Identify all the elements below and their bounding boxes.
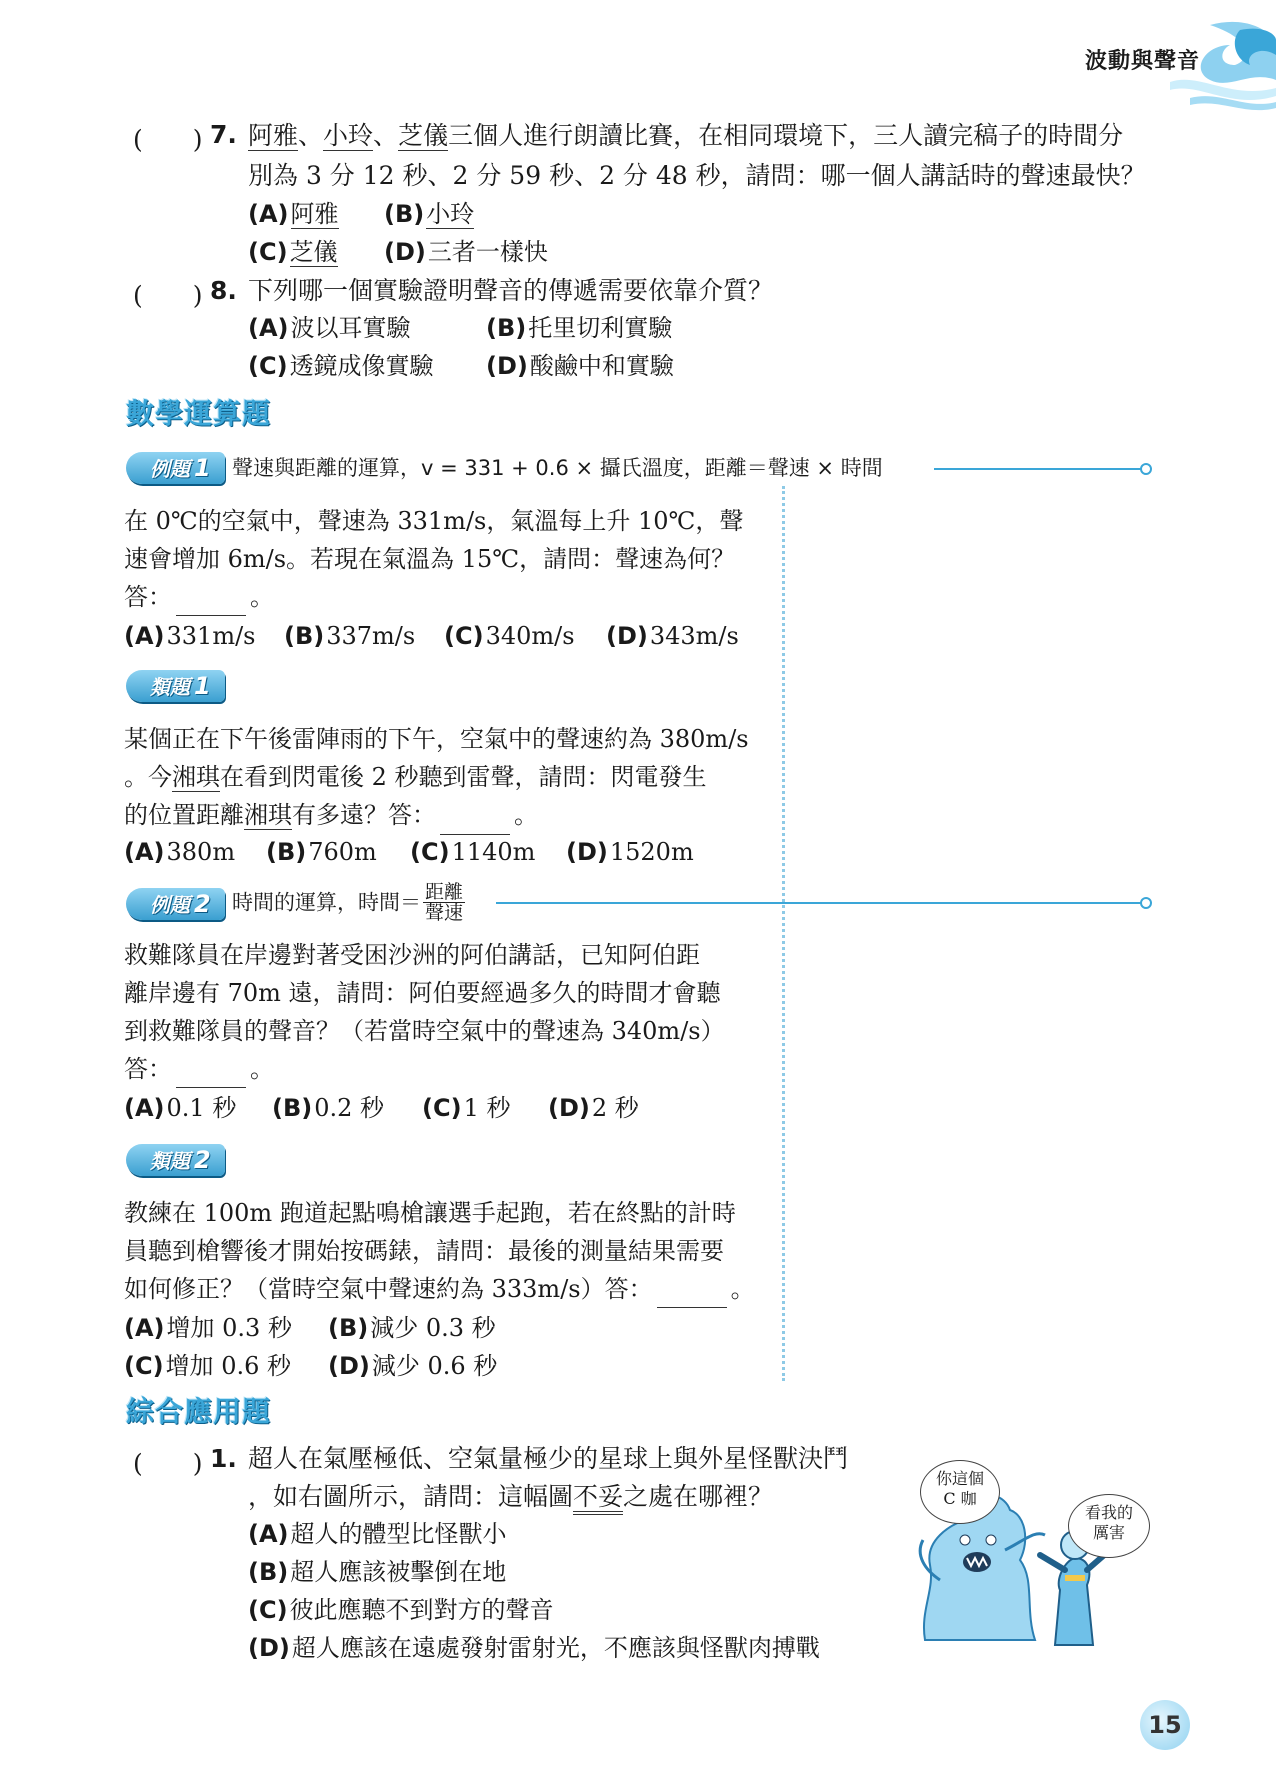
chapter-title: 波動與聲音 <box>1085 49 1201 74</box>
option-b[interactable]: (B)0.2 秒 <box>272 1094 385 1122</box>
example-tag: 例題 2 <box>126 888 225 920</box>
option-a[interactable]: (A)超人的體型比怪獸小 <box>248 1520 507 1548</box>
option-c[interactable]: (C)340m/s <box>444 622 575 650</box>
option-b[interactable]: (B)760m <box>266 838 377 866</box>
question-text: 別為 3 分 12 秒、2 分 59 秒、2 分 48 秒，請問：哪一個人講話時的聲速最快？ <box>248 161 1146 190</box>
divider-end <box>1140 897 1152 909</box>
option-d[interactable]: (D)1520m <box>566 838 694 866</box>
name-xiangqi: 湘琪 <box>244 801 292 829</box>
question-text: ，如右圖所示，請問：這幅圖不妥之處在哪裡？ <box>248 1478 773 1516</box>
option-c[interactable]: (C)增加 0.6 秒 <box>124 1352 291 1380</box>
option-a[interactable]: (A)380m <box>124 838 236 866</box>
example-text: 到救難隊員的聲音？（若當時空氣中的聲速為 340m/s） <box>124 1017 725 1045</box>
answer-paren[interactable]: ( ) <box>133 281 203 310</box>
practice-text: 員聽到槍響後才開始按碼錶，請問：最後的測量結果需要 <box>124 1237 724 1265</box>
practice-text: 。今湘琪在看到閃電後 2 秒聽到雷聲，請問：閃電發生 <box>124 763 707 791</box>
question-text: 超人在氣壓極低、空氣量極少的星球上與外星怪獸決鬥 <box>248 1444 849 1473</box>
divider <box>934 468 1144 470</box>
option-c[interactable]: (C)芝儀 <box>248 238 338 266</box>
wave-decoration-icon <box>1150 10 1276 120</box>
question-text: 下列哪一個實驗證明聲音的傳遞需要依靠介質？ <box>248 276 774 305</box>
option-b[interactable]: (B)超人應該被擊倒在地 <box>248 1558 507 1586</box>
divider <box>496 902 1144 904</box>
practice-text: 的位置距離湘琪有多遠？答： 。 <box>124 796 538 835</box>
option-d[interactable]: (D)酸鹼中和實驗 <box>486 352 674 380</box>
option-c[interactable]: (C)透鏡成像實驗 <box>248 352 434 380</box>
answer-line: 答： 。 <box>124 578 274 616</box>
question-number: 8. <box>210 276 237 305</box>
option-c[interactable]: (C)彼此應聽不到對方的聲音 <box>248 1596 554 1624</box>
section-title-applied: 綜合應用題 <box>126 1395 272 1428</box>
answer-blank[interactable] <box>176 1063 246 1088</box>
option-b[interactable]: (B)337m/s <box>284 622 416 650</box>
practice-text: 某個正在下午後雷陣雨的下午，空氣中的聲速約為 380m/s <box>124 725 749 753</box>
practice-tag: 類題 2 <box>126 1144 225 1176</box>
answer-blank[interactable] <box>176 591 246 616</box>
example-description: 時間的運算，時間＝ $\frac{\text{距離}}{\text{聲速}}$ <box>232 881 464 924</box>
name-ya: 阿雅 <box>248 121 299 150</box>
practice-tag: 類題 1 <box>126 670 225 702</box>
option-a[interactable]: (A)0.1 秒 <box>124 1094 237 1122</box>
speech-bubble-left: 你這個 C 咖 <box>920 1460 1000 1524</box>
option-d[interactable]: (D)超人應該在遠處發射雷射光，不應該與怪獸肉搏戰 <box>248 1634 820 1662</box>
option-d[interactable]: (D)343m/s <box>606 622 739 650</box>
name-yi: 芝儀 <box>398 121 449 150</box>
emphasis-mark: 不妥 <box>573 1482 623 1515</box>
name-ling: 小玲 <box>323 121 374 150</box>
answer-blank[interactable] <box>657 1283 727 1308</box>
option-b[interactable]: (B)小玲 <box>384 200 475 228</box>
example-text: 離岸邊有 70m 遠，請問：阿伯要經過多久的時間才會聽 <box>124 979 721 1007</box>
option-d[interactable]: (D)2 秒 <box>548 1094 639 1122</box>
option-b[interactable]: (B)減少 0.3 秒 <box>328 1314 496 1342</box>
practice-text: 教練在 100m 跑道起點鳴槍讓選手起跑，若在終點的計時 <box>124 1199 736 1227</box>
option-c[interactable]: (C)1140m <box>410 838 536 866</box>
option-b[interactable]: (B)托里切利實驗 <box>486 314 673 342</box>
page-number: 15 <box>1140 1700 1190 1750</box>
example-text: 在 0℃的空氣中，聲速為 331m/s，氣溫每上升 10℃，聲 <box>124 507 744 535</box>
question-number: 1. <box>210 1444 237 1473</box>
example-text: 救難隊員在岸邊對著受困沙洲的阿伯講話，已知阿伯距 <box>124 941 700 969</box>
practice-text: 如何修正？（當時空氣中聲速約為 333m/s）答： 。 <box>124 1270 755 1308</box>
formula-fraction: $\frac{\text{距離}}{\text{聲速}}$ <box>425 881 464 924</box>
question-number: 7. <box>210 120 237 149</box>
option-d[interactable]: (D)三者一樣快 <box>384 238 548 266</box>
section-title-math: 數學運算題 <box>126 397 272 430</box>
option-a[interactable]: (A)331m/s <box>124 622 256 650</box>
speech-bubble-right: 看我的 厲害 <box>1068 1494 1150 1558</box>
option-c[interactable]: (C)1 秒 <box>422 1094 511 1122</box>
option-a[interactable]: (A)增加 0.3 秒 <box>124 1314 292 1342</box>
example-tag: 例題 1 <box>126 452 225 484</box>
option-a[interactable]: (A)阿雅 <box>248 200 339 228</box>
example-text: 速會增加 6m/s。若現在氣溫為 15℃，請問：聲速為何？ <box>124 545 736 573</box>
dotted-divider <box>782 486 785 1381</box>
divider-end <box>1140 463 1152 475</box>
answer-paren[interactable]: ( ) <box>133 1449 203 1478</box>
answer-blank[interactable] <box>440 810 510 835</box>
option-d[interactable]: (D)減少 0.6 秒 <box>328 1352 498 1380</box>
answer-line: 答： 。 <box>124 1050 274 1088</box>
option-a[interactable]: (A)波以耳實驗 <box>248 314 411 342</box>
example-description: 聲速與距離的運算，v = 331 + 0.6 × 攝氏溫度，距離＝聲速 × 時間 <box>232 456 883 480</box>
question-text: 阿雅、小玲、芝儀三個人進行朗讀比賽，在相同環境下，三人讀完稿子的時間分 <box>248 121 1124 150</box>
name-xiangqi: 湘琪 <box>172 763 220 791</box>
answer-paren[interactable]: ( ) <box>133 125 203 154</box>
